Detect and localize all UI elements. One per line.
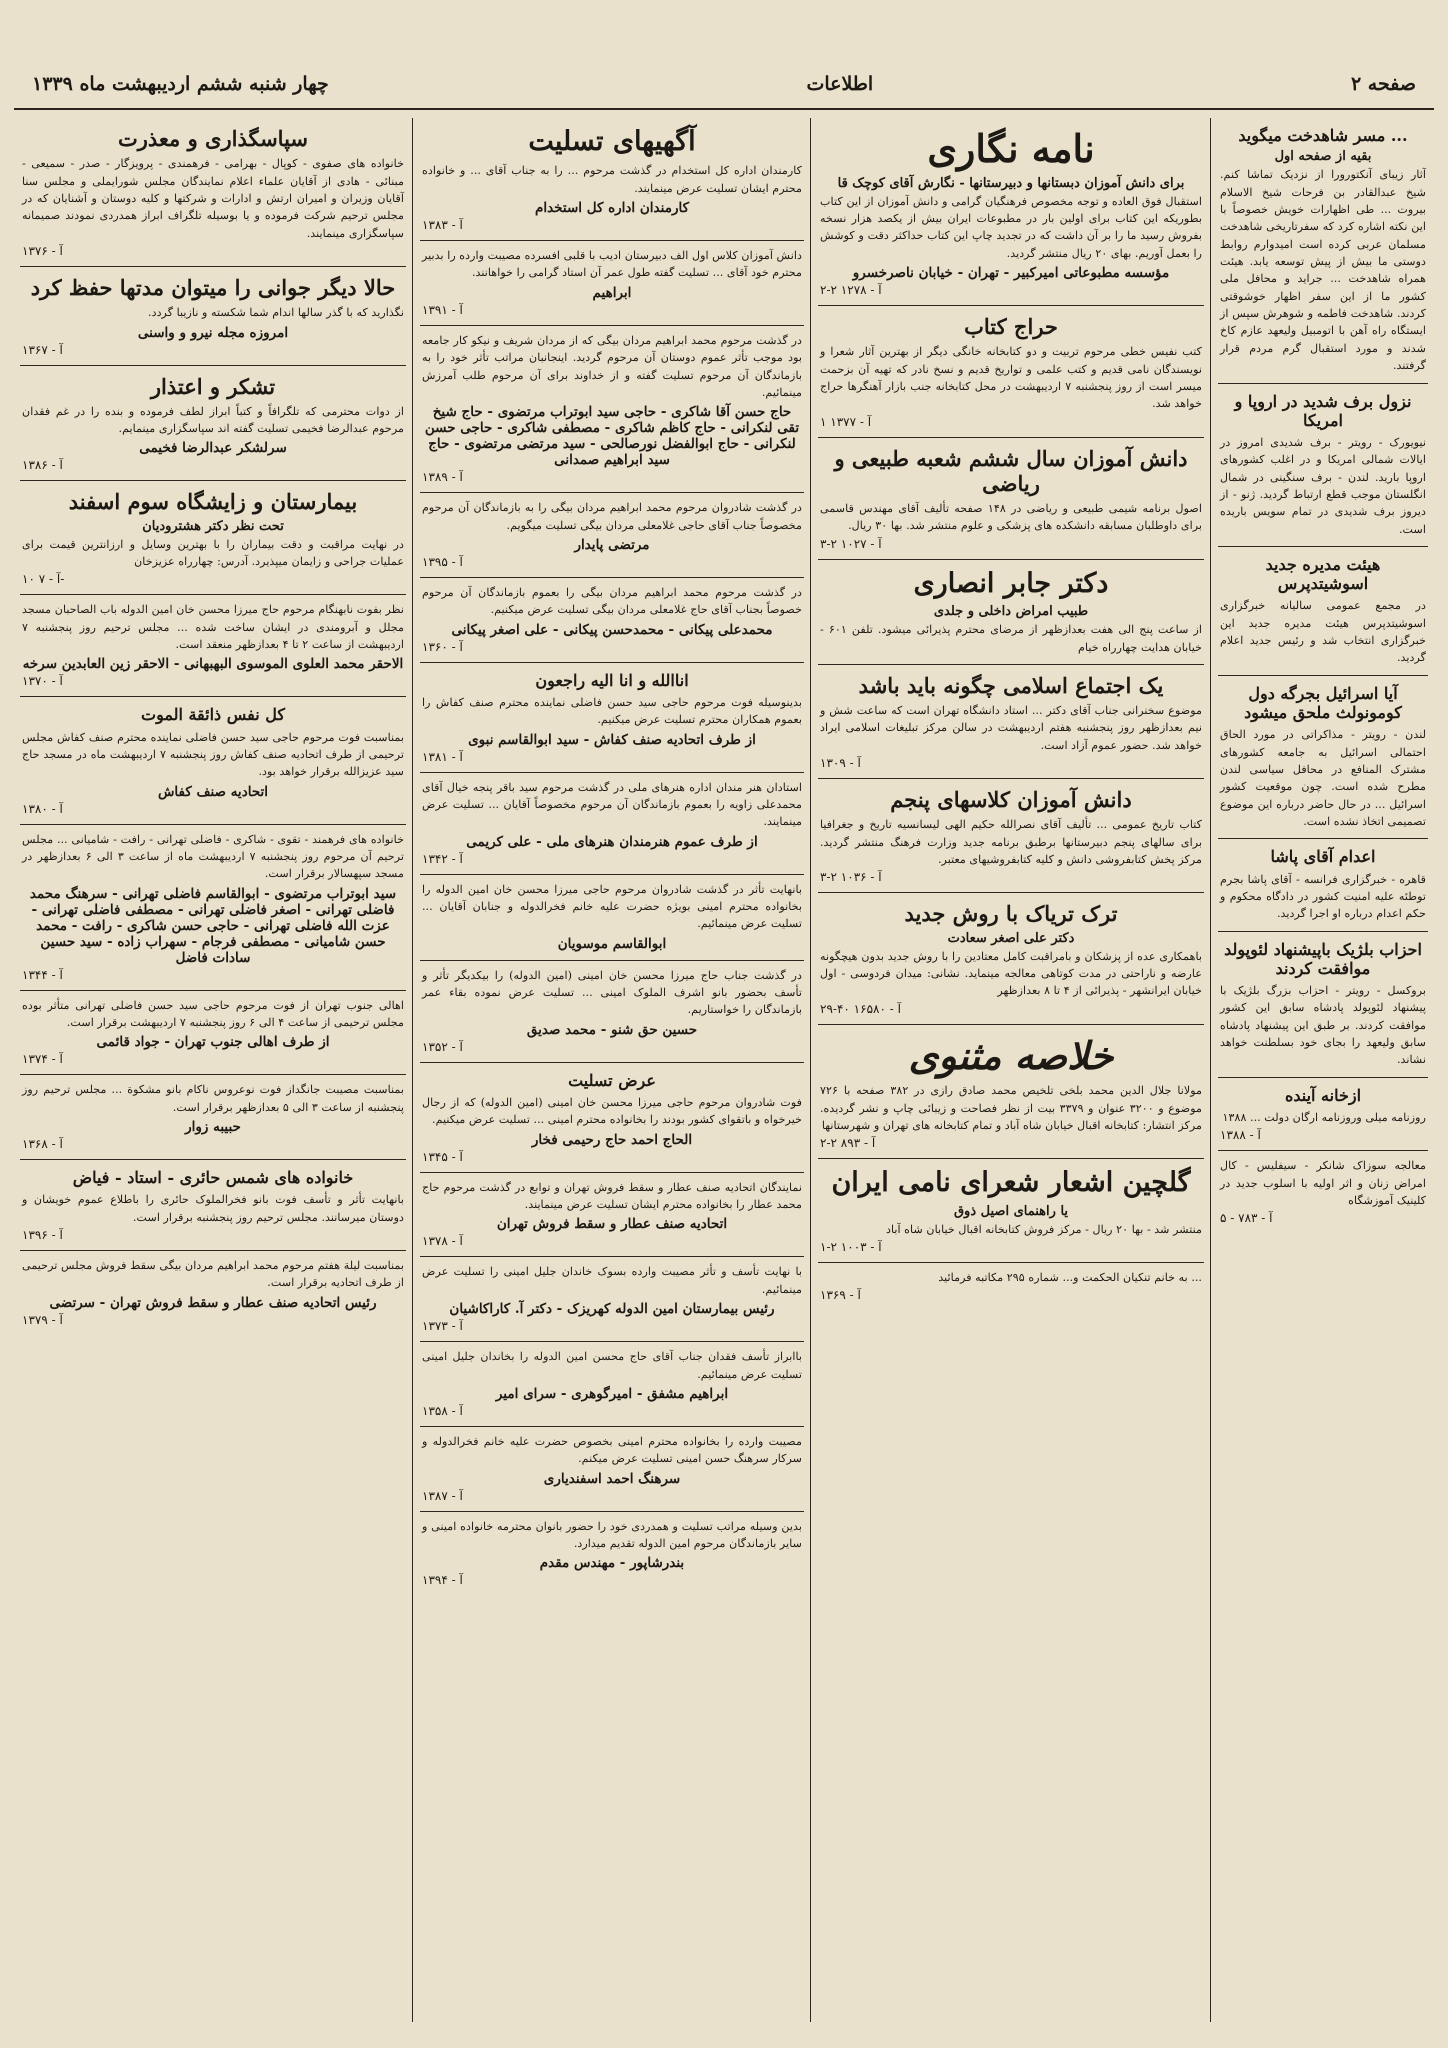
ad-reference-number: آ - ۱۳۸۷ <box>422 1488 463 1503</box>
ad-reference-number: آ - ۱۰۰۳ ۲-۱ <box>820 1240 882 1255</box>
col4-article <box>20 595 406 697</box>
article-headline: سپاسگذاری و معذرت <box>117 126 309 151</box>
article-body: دانش آموزان کلاس اول الف دبیرستان ادیب با قلبی افسرده مصیبت وارده را بدبیر محترم خود آقای ... تسلیت گفته طول عمر آن استاد گرامی را خواهانند. <box>422 249 802 280</box>
article-body: نگذارید که با گذر سالها اندام شما شکسته و نازیبا گردد. <box>148 306 404 320</box>
ad-reference-number: آ - ۱۳۷۷ ۱ <box>820 414 872 429</box>
column-3 <box>414 118 810 2032</box>
article-headline: نزول برف شدید در اروپا و امریکا <box>1234 391 1412 430</box>
article-body: نمایندگان اتحادیه صنف عطار و سقط فروش تهران و توابع در گذشت مرحوم حاج محمد عطار را بخانواده محترم ایشان تسلیت عرض مینمایند. <box>422 1180 802 1212</box>
col1-article <box>1218 839 1428 931</box>
article-signature: از طرف اهالی جنوب تهران - جواد قائمی <box>96 1034 330 1051</box>
article-body: استقبال فوق العاده و توجه مخصوص فرهنگیان گرامی و دانش آموزان از این کتاب بطوریکه این کتاب برای اولین بار در مطبوعات ایران بیش از یکصد هزار نسخه بفروش رسید ما را بر آن داشت که در تجدید چاپ این کتاب حداکثر دقت و کوشش را بعمل آوریم. بهای ۲۰ ریال منتشر گردید. <box>820 194 1202 260</box>
article-body: در نهایت مراقبت و دقت بیماران را با بهترین وسایل و ارزانترین قیمت برای عملیات جراحی و زایمان میپذیرد. آدرس: چهارراه عزیزخان <box>22 537 404 568</box>
newspaper-page <box>14 20 1434 2032</box>
col4-article <box>20 118 406 267</box>
article-body: نظر بفوت نابهنگام مرحوم حاج میرزا محسن خان امین الدوله باب الصاحبان مسجد مجلل و آبرومندی در ایشان ساخت شده ... مجلس ترحیم روز پنجشنبه ۷ اردیبهشت از ساعت ۲ تا ۴ بعدازظهر منعقد است. <box>22 603 404 652</box>
col3-article <box>420 1173 804 1258</box>
ad-reference-number: آ - ۱۳۹۴ <box>422 1573 463 1588</box>
article-body: کتب نفیس خطی مرحوم تربیت و دو کتابخانه خانگی دیگر از بهترین آثار شعرا و نویسندگان نامی قدیم و کتب علمی و تواریخ قدیم و نسخ نادر که تهیه آن بزحمت میسر است از روز پنجشنبه ۷ اردیبهشت در محل کتابخانه جنب بازار آهنگرها حراج خواهد شد. <box>820 345 1202 411</box>
article-signature: کارمندان اداره کل استخدام <box>534 200 690 217</box>
article-body: از ساعت پنج الی هفت بعدازظهر از مرضای محترم پذیرائی میشود. تلفن ۶۰۱ - خیابان هدایت چهارراه خیام <box>820 623 1202 654</box>
article-body: اهالی جنوب تهران از فوت مرحوم حاجی سید حسن فاضلی تهرانی متأثر بوده مجلس ترحیمی از ساعت ۴ الی ۶ روز پنجشنبه ۷ اردیبهشت برقرار است. <box>22 998 404 1030</box>
article-signature: الاحقر محمد العلوی الموسوی البهبهانی - الاحقر زین العابدین سرخه <box>22 656 404 673</box>
article-body: بانهایت تأثر و تأسف فوت بانو فخرالملوک حائری را باطلاع عموم خویشان و دوستان میرسانند. مجلس ترحیم روز پنجشنبه برقرار است. <box>22 1193 404 1224</box>
col3-article <box>420 773 804 875</box>
col4-article <box>20 267 406 366</box>
ad-reference-number: آ - ۱۲۷۸ ۲-۲ <box>820 283 882 298</box>
article-body: بمناسبت مصیبت جانگداز فوت نوعروس ناکام بانو مشکوة ... مجلس ترحیم روز پنجشنبه از ساعت ۳ الی ۵ بعدازظهر برقرار است. <box>22 1083 404 1114</box>
article-body: موضوع سخنرانی جناب آقای دکتر ... استاد دانشگاه تهران است که ساعت شش و نیم بعدازظهر روز پنجشنبه هفتم اردیبهشت در سالن مرکز تبلیغات اسلامی ایراد خواهد شد. حضور عموم آزاد است. <box>820 704 1202 752</box>
article-body: در گذشت شادروان مرحوم محمد ابراهیم مردان بیگی را به بازماندگان آن مرحوم مخصوصاً جناب آقای حاجی غلامعلی مردان بیگی تسلیت میگویم. <box>422 501 802 532</box>
article-body: آثار زیبای آنکتورورا از نزدیک تماشا کنم. شیخ عبدالقادر بن فرحات شیخ الاسلام بیروت ... طی اظهارات خویش خصوصاً با این نکته اشاره کرد که سفرتاریخی شاهدخت مسلمان عربی کرده است امیدوارم روابط دوستی ما بیش از پیش توسعه یابد. هیئت همراه شاهدخت ... جراید و محافل ملی کشور ما از این سفر اظهار خوشوقتی کردند. شاهدخت فاطمه و شوهرش سپس از ایستگاه راه آهن با اتومبیل ولیعهد عازم کاخ شدند و مورد استقبال گرم مردم قرار گرفتند. <box>1220 168 1426 373</box>
col4-article <box>20 825 406 991</box>
ad-reference-number: آ - ۱۳۶۸ <box>22 1137 63 1152</box>
article-headline: آگهیهای تسلیت <box>528 126 696 157</box>
article-signature: اتحادیه صنف عطار و سقط فروش تهران <box>496 1216 728 1233</box>
article-headline: خانواده های شمس حائری - استاد - فیاض <box>72 1168 354 1188</box>
ad-reference-number: آ - ۸۹۳ ۲-۲ <box>820 1136 876 1151</box>
article-signature: محمدعلی پیکانی - محمدحسن پیکانی - علی اصغر پیکانی <box>451 621 773 638</box>
ad-reference-number: آ - ۱۳۵۸ <box>422 1403 463 1418</box>
article-headline: یک اجتماع اسلامی چگونه باید باشد <box>858 672 1164 698</box>
col4-article <box>20 366 406 482</box>
article-body: در مجمع عمومی سالیانه خبرگزاری اسوشیتدپرس هیئت مدیره جدید این خبرگزاری انتخاب شد و رئیس جدید اعلام گردید. <box>1220 599 1426 665</box>
col3-article <box>420 1342 804 1427</box>
article-body: خانواده های فرهمند - تقوی - شاکری - فاضلی تهرانی - رافت - شامیانی ... مجلس ترحیم آن مرحوم روز پنجشنبه ۷ اردیبهشت ماه از ساعت ۳ الی ۶ بعدازظهر در مسجد سپهسالار برقرار است. <box>22 832 404 881</box>
article-body: باهمکاری عده از پزشکان و بامراقبت کامل معتادین را با روش جدید بدون هیچگونه عارضه و ناراحتی در مدت کوتاهی معالجه مینماید. نشانی: میدان فردوسی - اول خیابان ایرانشهر - پذیرائی از ۴ تا ۸ بعدازظهر <box>820 949 1202 998</box>
article-subheadline: دکتر علی اصغر سعادت <box>947 930 1075 946</box>
article-headline: دانش آموزان کلاسهای پنجم <box>890 787 1132 813</box>
article-signature: از طرف عموم هنرمندان هنرهای ملی - علی کریمی <box>466 833 758 850</box>
ad-reference-number: آ - ۱۶۵۸۰ ۴۰-۲۹ <box>820 1001 901 1016</box>
col3-article <box>420 1257 804 1342</box>
col2-article <box>818 1025 1204 1160</box>
article-body: بروکسل - رویتر - احزاب بزرگ بلژیک با پیشنهاد لئوپولد پادشاه سابق این کشور موافقت کردند. بر طبق این پیشنهاد پادشاه سابق ولیعهد را بجای خود بسلطنت خواهد نشاند. <box>1220 984 1426 1067</box>
article-signature: حاج حسن آقا شاکری - حاجی سید ابوتراب مرتضوی - حاج شیخ تقی لنکرانی - حاج کاظم شاکری - مصطفی شاکری - حاجی حسن لنکرانی - حاج ابوالفضل نورصالحی - سید مرتضی مرتضوی - حاج سید ابراهیم صمدانی <box>424 404 800 469</box>
ad-reference-number: آ - ۱۳۷۹ <box>22 1312 63 1327</box>
article-signature: امروزه مجله نیرو و واسنی <box>137 324 289 341</box>
issue-date: چهار شنبه ششم اردیبهشت ماه ۱۳۳۹ <box>32 73 329 95</box>
article-signature: ابراهیم مشفق - امیرگوهری - سرای امیر <box>495 1385 729 1402</box>
col1-article <box>1218 1078 1428 1152</box>
article-body: ... به خانم تنکیان الحکمت و... شماره ۲۹۵ مکاتبه فرمائید <box>938 1271 1202 1285</box>
article-headline: ازخانه آینده <box>1284 1085 1362 1105</box>
article-body: بدینوسیله فوت مرحوم حاجی سید حسن فاضلی نماینده محترم صنف کفاش را بعموم همکاران محترم تسلیت عرض میکنیم. <box>422 695 802 727</box>
article-signature: اتحادیه صنف کفاش <box>157 783 269 800</box>
col1-article <box>1218 676 1428 840</box>
article-signature: الحاج احمد حاج رحیمی فخار <box>531 1131 693 1148</box>
article-body: در گذشت مرحوم محمد ابراهیم مردان بیگی را بعموم بازماندگان آن مرحوم خصوصاً بجناب آقای حاج غلامعلی مردان بیگی تسلیت عرض میکنیم. <box>422 585 802 617</box>
article-subheadline: طبیب امراض داخلی و جلدی <box>933 604 1089 620</box>
col2-article <box>818 893 1204 1024</box>
article-body: فوت شادروان مرحوم حاجی میرزا محسن خان امینی (امین الدوله) که از رجال خیرخواه و باتقوای کشور بودند را بخانواده محترم امینی ... تسلیت عرض میکنیم. <box>422 1096 802 1127</box>
article-headline: عرض تسلیت <box>568 1070 656 1090</box>
article-body: با نهایت تأسف و تأثر مصیبت وارده بسوک خاندان جلیل امینی را تسلیت عرض مینمائیم. <box>422 1265 802 1296</box>
ad-reference-number: آ - ۱۳۸۱ <box>422 749 463 764</box>
article-subheadline: یا راهنمای اصیل ذوق <box>953 1203 1069 1219</box>
article-signature: از طرف اتحادیه صنف کفاش - سید ابوالقاسم نبوی <box>468 731 756 748</box>
article-signature: رئیس بیمارستان امین الدوله کهریزک - دکتر آ. کاراکاشیان <box>449 1301 775 1318</box>
col4-article <box>20 1075 406 1160</box>
col1-article <box>1218 1151 1428 1233</box>
article-body: قاهره - خبرگزاری فرانسه - آقای پاشا بجرم توطئه علیه امنیت کشور در دادگاه محکوم و حکم اعدام درباره او اجرا گردید. <box>1220 872 1426 921</box>
article-headline: آیا اسرائیل بجرگه دول کومونولث ملحق میشود <box>1244 683 1402 723</box>
ad-reference-number: آ - ۱۳۷۶ <box>22 243 63 258</box>
article-headline: تشکر و اعتذار <box>150 373 276 399</box>
col2-article <box>818 665 1204 779</box>
ad-reference-number: آ - ۱۳۸۶ <box>22 458 63 473</box>
col3-article <box>420 1427 804 1512</box>
ad-reference-number: آ - ۷۸۳ - ۵ <box>1220 1211 1273 1226</box>
ad-reference-number: آ - ۱۰۲۷ ۲-۳ <box>820 536 882 551</box>
article-body: از دوات محترمی که تلگرافاً و کتباً ابراز لطف فرموده و بنده را در غم فقدان مرحوم عبدالرضا فخیمی تسلیت گفته اند سپاسگزاری مینمایم. <box>22 404 404 436</box>
article-body: در گذشت مرحوم محمد ابراهیم مردان بیگی که از مردان شریف و نیکو کار جامعه بود موجب تأثر عموم دوستان آن مرحوم گردید. اینجانبان مراتب تأثر خود را به بازماندگان آن مرحوم تسلیت گفته و از خداوند برای آن مرحوم طلب آمرزش مینمائیم. <box>422 333 802 399</box>
article-body: نیویورک - رویتر - برف شدیدی امروز در ایالات شمالی امریکا و در اغلب کشورهای اروپا بارید. لندن - برف سنگینی در شمال انگلستان موجب قطع ارتباط گردید. ژنو - از دیروز برف شدیدی در تمام سویس باریده است. <box>1220 435 1426 536</box>
article-headline: اناالله و انا الیه راجعون <box>535 670 689 690</box>
article-signature: رئیس اتحادیه صنف عطار و سقط فروش تهران - سرتضی <box>49 1294 377 1311</box>
article-subheadline: برای دانش آموزان دبستانها و دبیرستانها - نگارش آقای کوچک قا <box>837 175 1185 191</box>
col1-article <box>1218 547 1428 676</box>
col4-article <box>20 481 406 595</box>
col3-article <box>420 493 804 578</box>
ad-reference-number: آ - ۱۳۷۴ <box>22 1052 63 1067</box>
page-number: صفحه ۲ <box>1350 73 1416 95</box>
article-body: باابراز تأسف فقدان جناب آقای حاج محسن امین الدوله را بخاندان جلیل امینی تسلیت عرض مینمائیم. <box>422 1350 802 1381</box>
article-body: مولانا جلال الدین محمد بلخی تلخیص محمد صادق رازی در ۳۸۲ صفحه با ۷۲۶ موضوع و ۳۲۰۰ عنوان و ۳۳۷۹ بیت از نظر فصاحت و زیبائی چاپ و نشر گردیده. مرکز انتشار: کتابخانه اقبال خیابان شاه آباد و تمام کتابخانه های تهران و شهرستانها <box>820 1084 1202 1132</box>
article-headline: کل نفس ذائقة الموت <box>141 705 285 725</box>
article-headline: خلاصه مثنوی <box>908 1032 1114 1078</box>
article-subheadline: بقیه از صفحه اول <box>1274 149 1372 165</box>
paper-name: اطلاعات <box>806 73 874 95</box>
article-body: در گذشت جناب حاج میرزا محسن خان امینی (امین الدوله) را بیکدیگر تأثر و تأسف بحضور بانو اشرف الملوک امینی ... تسلیت عرض نموده بقاء عمر بازماندگان را خواستاریم. <box>422 968 802 1017</box>
article-body: خانواده های صفوی - کوپال - بهرامی - فرهمندی - پرویزگار - صدر - سمیعی - مبنائی - هادی از آقایان علماء اعلام نمایندگان مجلس شورایملی و مجلس سنا آقایان وزیران و امیران ارتش و ادارات و شرکتها و کلیه دوستان و آشنایان که در مجلس ترحیم شرکت فرموده و یا بوسیله تلگراف ابراز همدردی نمودند صمیمانه سپاسگزاری مینمایند. <box>22 157 404 240</box>
article-subheadline: تحت نظر دکتر هشترودیان <box>142 518 284 534</box>
col4-article <box>20 1251 406 1335</box>
article-body: بدین وسیله مراتب تسلیت و همدردی خود را حضور بانوان محترمه خانواده امینی و سایر بازماندگان مرحوم امین الدوله تقدیم میدارد. <box>422 1519 802 1550</box>
column-4 <box>14 118 412 2032</box>
article-headline: ترک تریاک با روش جدید <box>904 901 1118 927</box>
ad-reference-number: آ - ۱۳۹۱ <box>422 302 463 317</box>
col3-article <box>420 578 804 663</box>
article-body: اصول برنامه شیمی طبیعی و ریاضی در ۱۴۸ صفحه تألیف آقای مهندس قاسمی برای داوطلبان مسابقه دانشکده های پزشکی و علوم منتشر شد. بها ۳۰ ریال. <box>820 502 1202 533</box>
article-body: بمناسبت لیلة هفتم مرحوم محمد ابراهیم مردان بیگی سقط فروش مجلس ترحیمی از طرف اتحادیه برقرار است. <box>22 1259 404 1290</box>
col4-article <box>20 1160 406 1251</box>
col2-article <box>818 118 1204 306</box>
ad-reference-number: آ - ۱۳۴۵ <box>422 1149 463 1164</box>
article-body: مصیبت وارده را بخانواده محترم امینی بخصوص حضرت علیه خانم فخرالدوله و سرکار سرهنگ حسن امینی تسلیت عرض میکنم. <box>422 1434 802 1466</box>
article-headline: احزاب بلژیک باپیشنهاد لئوپولد موافقت کردند <box>1224 939 1422 978</box>
article-signature: سید ابوتراب مرتضوی - ابوالقاسم فاضلی تهرانی - سرهنگ محمد فاضلی تهرانی - اصغر فاضلی تهرانی - مصطفی فاضلی تهرانی - عزت الله فاضلی تهرانی - حاجی حسن شاکری - رافت - محمد حسن شامیانی - مصطفی فرجام - سهراب زاده - سید حسین سادات فاضل <box>29 885 397 966</box>
ad-reference-number: آ - ۱۳۷۳ <box>422 1319 463 1334</box>
col2-article <box>818 438 1204 560</box>
article-headline: دانش آموزان سال ششم شعبه طبیعی و ریاضی <box>834 445 1188 496</box>
article-signature: ابوالقاسم موسویان <box>557 935 667 952</box>
ad-reference-number: آ - ۷ ۱۰- <box>22 572 65 587</box>
ad-reference-number: آ - ۱۳۸۸ <box>1220 1128 1261 1143</box>
article-headline: بیمارستان و زایشگاه سوم اسفند <box>68 489 358 515</box>
ad-reference-number: آ - ۱۳۸۳ <box>422 218 463 233</box>
ad-reference-number: آ - ۱۳۶۹ <box>820 1288 861 1303</box>
article-body: کتاب تاریخ عمومی ... تألیف آقای نصرالله حکیم الهی لیسانسیه تاریخ و جغرافیا برای سالهای پنجم دبیرستانها برطبق برنامه جدید وزارت فرهنگ منتشر گردید. مرکز پخش کتابفروشی دانش و کلیه کتابفروشیهای معتبر. <box>820 818 1202 867</box>
col3-article <box>420 1063 804 1173</box>
masthead-rule <box>14 108 1434 110</box>
article-headline: نامه نگاری <box>927 126 1095 171</box>
col2-article <box>818 306 1204 438</box>
col1-article <box>1218 118 1428 384</box>
col3-article <box>420 961 804 1063</box>
ad-reference-number: آ - ۱۳۹۵ <box>422 554 463 569</box>
col2-article <box>818 1159 1204 1263</box>
ad-reference-number: آ - ۱۳۸۹ <box>422 470 463 485</box>
article-headline: دکتر جابر انصاری <box>913 567 1109 599</box>
ad-reference-number: آ - ۱۳۰۹ <box>820 756 861 771</box>
column-2 <box>812 118 1210 2032</box>
article-signature: بندرشاپور - مهندس مقدم <box>539 1555 685 1572</box>
ad-reference-number: آ - ۱۳۷۰ <box>22 674 63 689</box>
article-body: روزنامه میلی وروزنامه ارگان دولت ... ۱۳۸۸ <box>1222 1111 1426 1124</box>
col3-article <box>420 241 804 326</box>
article-body: منتشر شد - بها ۲۰ ریال - مرکز فروش کتابخانه اقبال خیابان شاه آباد <box>886 1222 1202 1236</box>
columns <box>14 118 1434 2032</box>
ad-reference-number: آ - ۱۳۶۰ <box>422 639 463 654</box>
article-signature: سرلشکر عبدالرضا فخیمی <box>139 440 287 457</box>
column-1 <box>1212 118 1434 2032</box>
col2-article <box>818 1263 1204 1310</box>
col3-article <box>420 663 804 773</box>
ad-reference-number: آ - ۱۳۹۶ <box>22 1228 63 1243</box>
article-headline: گلچین اشعار شعرای نامی ایران <box>831 1167 1191 1199</box>
col3-article <box>420 875 804 961</box>
article-signature: حبیبه زوار <box>185 1119 241 1136</box>
article-headline: ... مسر شاهدخت میگوید <box>1238 126 1408 145</box>
article-signature: ابراهیم <box>592 284 632 301</box>
col3-article <box>420 1512 804 1596</box>
article-signature: سرهنگ احمد اسفندیاری <box>543 1470 681 1487</box>
col3-article <box>420 118 804 241</box>
col2-article <box>818 560 1204 665</box>
ad-reference-number: آ - ۱۳۵۲ <box>422 1039 463 1054</box>
article-signature: حسین حق شنو - محمد صدیق <box>526 1021 698 1038</box>
article-signature: مؤسسه مطبوعاتی امیرکبیر - تهران - خیابان ناصرخسرو <box>852 265 1170 282</box>
article-body: معالجه سوزاک شانکر - سیفلیس - کال امراض زنان و اثر اولیه با اسلوب جدید در کلینیک آموزشگاه <box>1220 1159 1426 1208</box>
ad-reference-number: آ - ۱۰۳۶ ۲-۳ <box>820 870 882 885</box>
article-signature: مرتضی پایدار <box>574 536 650 553</box>
ad-reference-number: آ - ۱۳۸۰ <box>22 801 63 816</box>
col3-article <box>420 326 804 493</box>
masthead <box>14 64 1434 104</box>
article-body: استادان هنر مندان اداره هنرهای ملی در گذشت مرحوم سید باقر پنجه خیال آقای محمدعلی زاویه را بعموم بازماندگان آن مرحوم مخصوصاً آقایان ... تسلیت عرض مینمایند. <box>422 780 802 829</box>
article-headline: حراج کتاب <box>964 314 1058 340</box>
col4-article <box>20 697 406 824</box>
article-body: کارمندان اداره کل استخدام در گذشت مرحوم ... را به جناب آقای ... و خانواده محترم ایشان تسلیت عرض مینمایند. <box>422 164 802 195</box>
ad-reference-number: آ - ۱۳۴۴ <box>22 967 63 982</box>
article-body: بمناسبت فوت مرحوم حاجی سید حسن فاضلی نماینده محترم صنف کفاش مجلس ترحیمی از طرف اتحادیه صنف کفاش روز پنجشنبه ۷ اردیبهشت ماه در مسجد حاج سید عزیزالله برقرار خواهد بود. <box>22 730 404 779</box>
col1-article <box>1218 932 1428 1078</box>
ad-reference-number: آ - ۱۳۴۲ <box>422 851 463 866</box>
article-headline: حالا دیگر جوانی را میتوان مدتها حفظ کرد <box>30 274 396 300</box>
ad-reference-number: آ - ۱۳۶۷ <box>22 342 63 357</box>
article-headline: هیئت مدیره جدید اسوشیتدپرس <box>1265 555 1381 594</box>
col4-article <box>20 991 406 1076</box>
article-body: بانهایت تأثر در گذشت شادروان مرحوم حاجی میرزا محسن خان امین الدوله را بخانواده محترم امینی بویژه حضرت علیه خانم فخرالدوله و جنابان آقایان ... تسلیت عرض مینمائیم. <box>422 882 802 931</box>
article-headline: اعدام آقای پاشا <box>1270 847 1376 867</box>
article-body: لندن - رویتر - مذاکراتی در مورد الحاق احتمالی اسرائیل به جامعه کشورهای مشترک المنافع در محافل سیاسی لندن مطرح شده است. چون موقعیت کشور اسرائیل ... در حال حاضر درباره این موضوع تصمیمی اتخاذ نشده است. <box>1220 728 1426 829</box>
ad-reference-number: آ - ۱۳۷۸ <box>422 1234 463 1249</box>
col1-article <box>1218 384 1428 548</box>
col2-article <box>818 779 1204 893</box>
